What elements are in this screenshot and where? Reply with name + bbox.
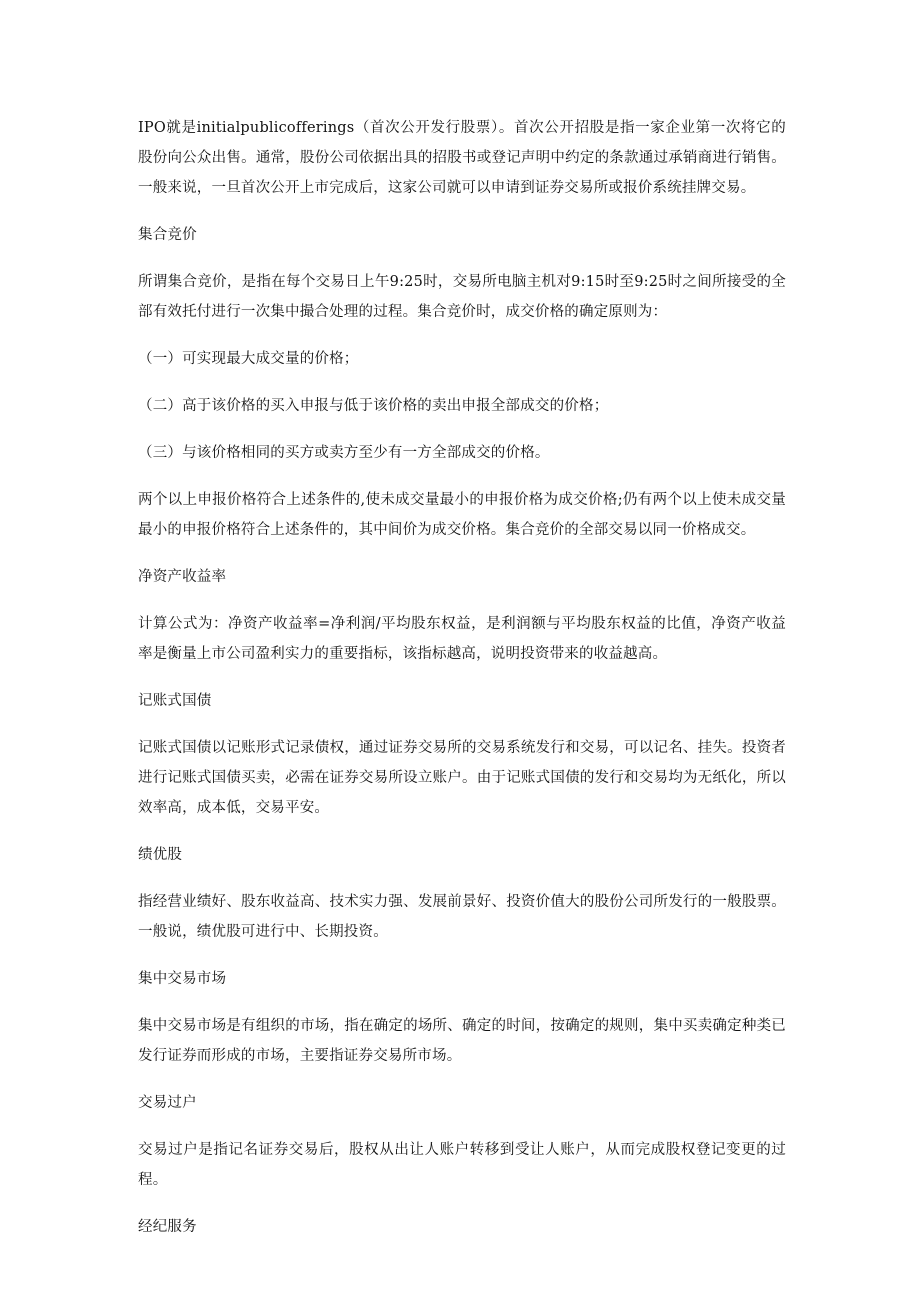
heading-brokerage: 经纪服务 bbox=[138, 1219, 197, 1235]
heading-centralized-market: 集中交易市场 bbox=[138, 971, 227, 987]
heading-call-auction: 集合竞价 bbox=[138, 227, 197, 243]
paragraph-book-entry-bonds: 记账式国债以记账形式记录债权，通过证券交易所的交易系统发行和交易，可以记名、挂失。投资者进行记账式国债买卖，必需在证券交易所设立账户。由于记账式国债的发行和交易均为无纸化，所以效率高，成本低，交易平安。 bbox=[138, 740, 786, 816]
heading-book-entry-bonds: 记账式国债 bbox=[138, 693, 212, 709]
paragraph-ipo: IPO就是initialpublicofferings（首次公开发行股票）。首次公开招股是指一家企业第一次将它的股份向公众出售。通常，股份公司依据出具的招股书或登记声明中约定的条款通过承销商进行销售。一般来说，一旦首次公开上市完成后，这家公司就可以申请到证券交易所或报价系统挂牌交易。 bbox=[138, 120, 786, 196]
paragraph-rule-2: （二）高于该价格的买入申报与低于该价格的卖出申报全部成交的价格； bbox=[138, 398, 609, 414]
paragraph-call-auction-note: 两个以上申报价格符合上述条件的,使未成交量最小的申报价格为成交价格;仍有两个以上使未成交量最小的申报价格符合上述条件的，其中间价为成交价格。集合竞价的全部交易以同一价格成交。 bbox=[138, 492, 786, 538]
paragraph-call-auction: 所谓集合竞价，是指在每个交易日上午9:25时，交易所电脑主机对9:15时至9:25时之间所接受的全部有效托付进行一次集中撮合处理的过程。集合竞价时，成交价格的确定原则为： bbox=[138, 274, 786, 320]
heading-roe: 净资产收益率 bbox=[138, 569, 227, 585]
heading-blue-chip: 绩优股 bbox=[138, 847, 183, 863]
paragraph-centralized-market: 集中交易市场是有组织的市场，指在确定的场所、确定的时间，按确定的规则，集中买卖确定种类已发行证券而形成的市场，主要指证券交易所市场。 bbox=[138, 1018, 786, 1064]
paragraph-transfer: 交易过户是指记名证券交易后，股权从出让人账户转移到受让人账户，从而完成股权登记变更的过程。 bbox=[138, 1142, 786, 1188]
paragraph-blue-chip: 指经营业绩好、股东收益高、技术实力强、发展前景好、投资价值大的股份公司所发行的一般股票。一般说，绩优股可进行中、长期投资。 bbox=[138, 894, 786, 940]
paragraph-roe: 计算公式为：净资产收益率=净利润/平均股东权益，是利润额与平均股东权益的比值，净资产收益率是衡量上市公司盈利实力的重要指标，该指标越高，说明投资带来的收益越高。 bbox=[138, 616, 786, 662]
heading-transfer: 交易过户 bbox=[138, 1095, 197, 1111]
paragraph-rule-3: （三）与该价格相同的买方或卖方至少有一方全部成交的价格。 bbox=[138, 445, 550, 461]
paragraph-rule-1: （一）可实现最大成交量的价格； bbox=[138, 351, 359, 367]
document-page bbox=[138, 113, 786, 1259]
